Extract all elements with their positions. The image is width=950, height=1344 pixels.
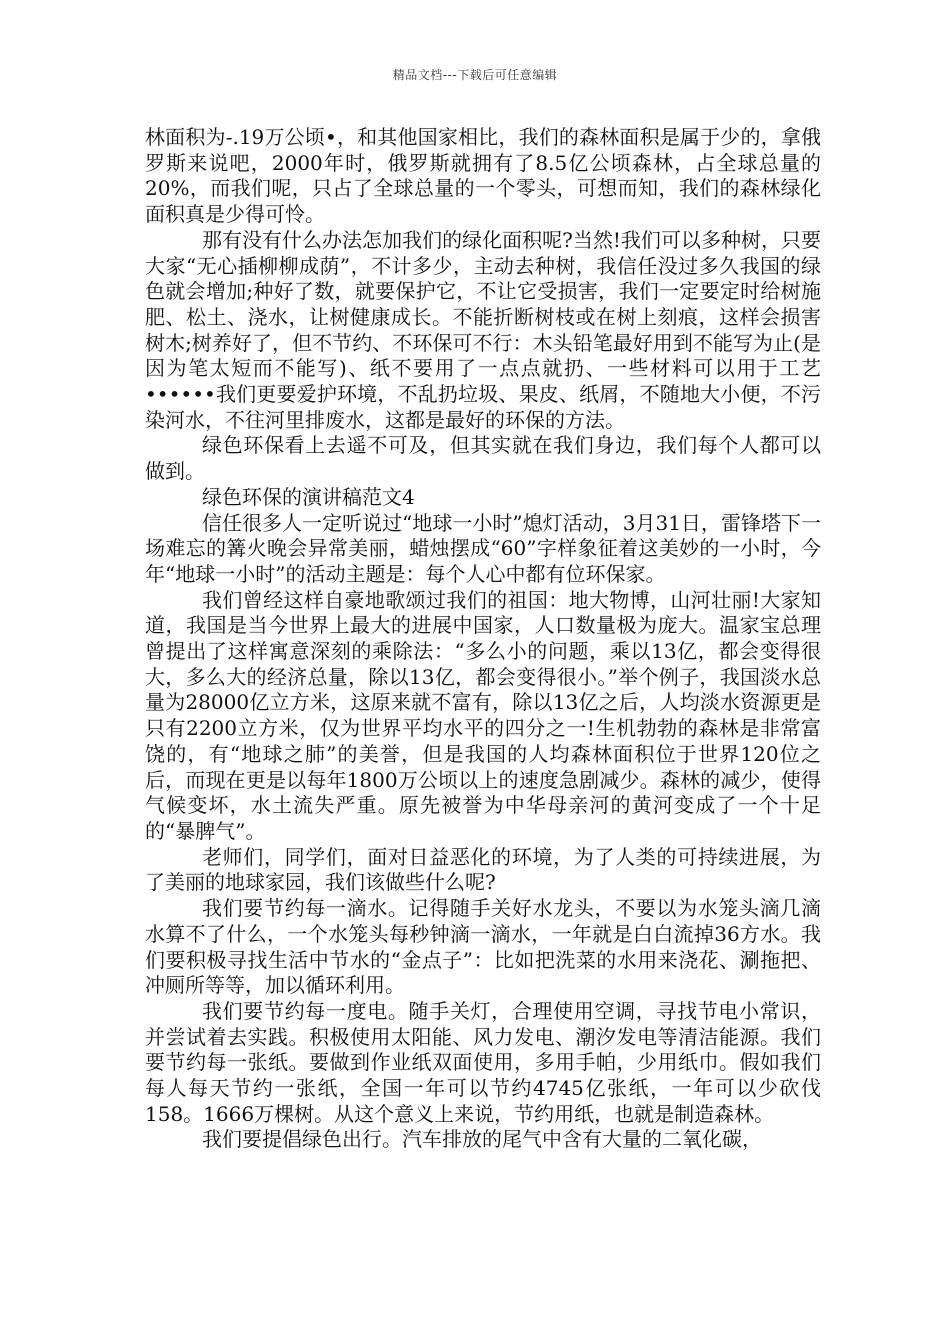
paragraph: 我们要节约每一度电。随手关灯，合理使用空调，寻找节电小常识，并尝试着去实践。积极使用太阳能、风力发电、潮汐发电等清洁能源。我们要节约每一张纸。要做到作业纸双面使用，多用手帕，少用纸巾。假如我们每人每天节约一张纸，全国一年可以节约4745亿张纸，一年可以少砍伐158。1666万棵树。从这个意义上来说，节约用纸，也就是制造森林。	[145, 998, 821, 1126]
paragraph: 我们要节约每一滴水。记得随手关好水龙头，不要以为水笼头滴几滴水算不了什么，一个水笼头每秒钟滴一滴水，一年就是白白流掉36方水。我们要积极寻找生活中节水的“金点子”：比如把洗菜的水用来浇花、涮拖把、冲厕所等等，加以循环利用。	[145, 896, 821, 998]
paragraph: 老师们，同学们，面对日益恶化的环境，为了人类的可持续进展，为了美丽的地球家园，我们该做些什么呢?	[145, 844, 821, 895]
section-heading: 绿色环保的演讲稿范文4	[202, 484, 415, 509]
paragraph: 信任很多人一定听说过“地球一小时”熄灯活动，3月31日，雷锋塔下一场难忘的篝火晚会异常美丽，蜡烛摆成“60”字样象征着这美妙的一小时，今年“地球一小时”的活动主题是：每个人心中都有位环保家。	[145, 510, 821, 586]
document-body	[145, 125, 821, 1153]
page-header: 精品文档---下载后可任意编辑	[392, 68, 558, 82]
paragraph: 林面积为-.19万公顷•，和其他国家相比，我们的森林面积是属于少的，拿俄罗斯来说吧，2000年时，俄罗斯就拥有了8.5亿公顷森林，占全球总量的20%，而我们呢，只占了全球总量的一个零头，可想而知，我们的森林绿化面积真是少得可怜。	[145, 125, 821, 227]
paragraph: 我们要提倡绿色出行。汽车排放的尾气中含有大量的二氧化碳，	[202, 1127, 762, 1152]
paragraph: 那有没有什么办法怎加我们的绿化面积呢?当然!我们可以多种树，只要大家“无心插柳柳成荫”，不计多少，主动去种树，我信任没过多久我国的绿色就会增加;种好了数，就要保护它，不让它受损害，我们一定要定时给树施肥、松土、浇水，让树健康成长。不能折断树枝或在树上刻痕，这样会损害树木;树养好了，但不节约、不环保可不行：木头铅笔最好用到不能写为止(是因为笔太短而不能写)、纸不要用了一点点就扔、一些材料可以用于工艺••••••我们更要爱护环境，不乱扔垃圾、果皮、纸屑，不随地大小便，不污染河水，不往河里排废水，这都是最好的环保的方法。	[145, 227, 821, 432]
paragraph: 我们曾经这样自豪地歌颂过我们的祖国：地大物博，山河壮丽!大家知道，我国是当今世界上最大的进展中国家，人口数量极为庞大。温家宝总理曾提出了这样寓意深刻的乘除法：“多么小的问题，乘以13亿，都会变得很大，多么大的经济总量，除以13亿，都会变得很小。”举个例子，我国淡水总量为28000亿立方米，这原来就不富有，除以13亿之后，人均淡水资源更是只有2200立方米，仅为世界平均水平的四分之一!生机勃勃的森林是非常富饶的，有“地球之肺”的美誉，但是我国的人均森林面积位于世界120位之后，而现在更是以每年1800万公顷以上的速度急剧减少。森林的减少，使得气候变坏，水土流失严重。原先被誉为中华母亲河的黄河变成了一个十足的“暴脾气”。	[145, 587, 821, 843]
paragraph: 绿色环保看上去遥不可及，但其实就在我们身边，我们每个人都可以做到。	[145, 433, 821, 484]
